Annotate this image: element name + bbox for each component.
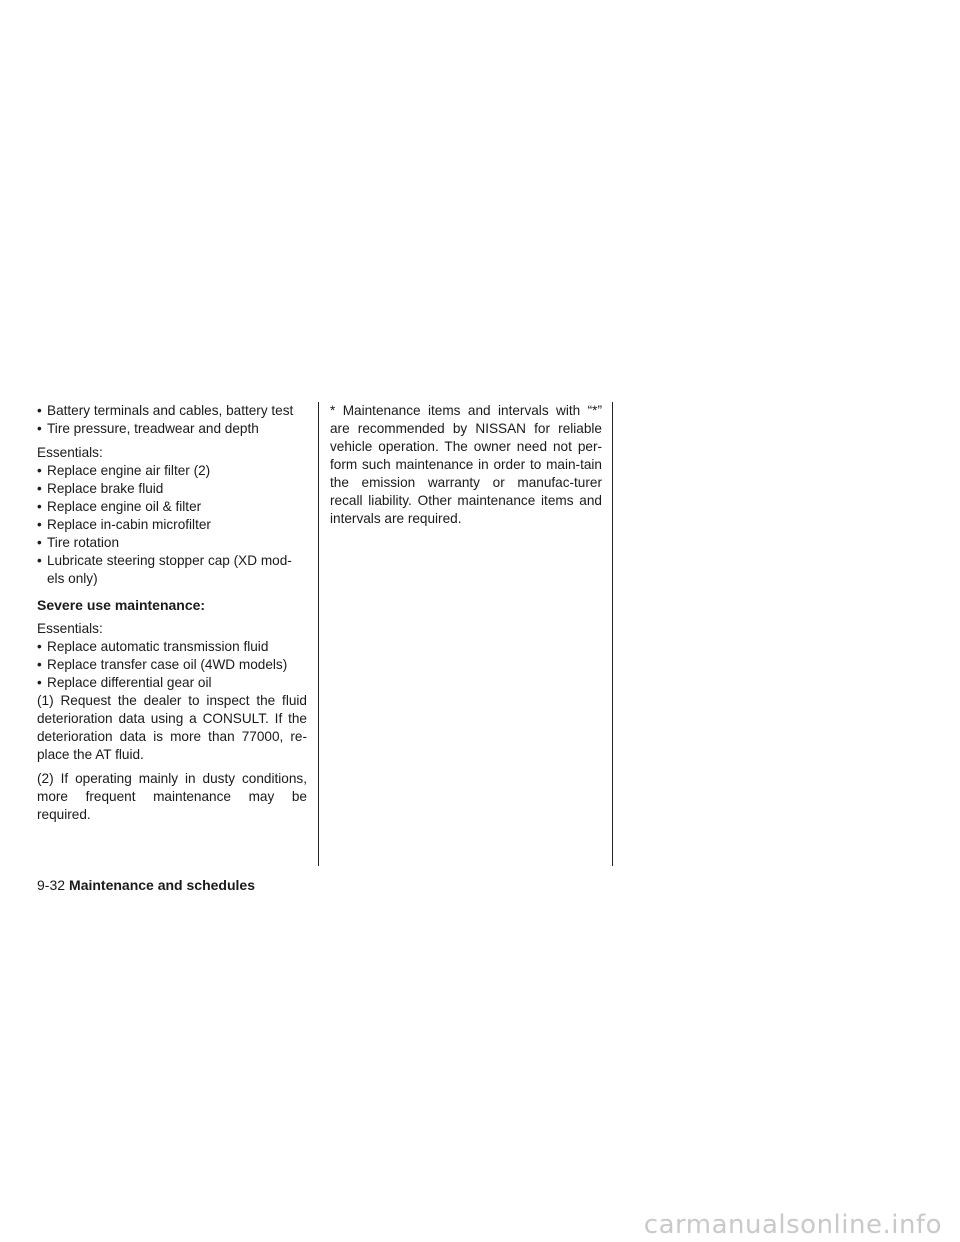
column-divider-left: [318, 402, 319, 866]
footnote-2: (2) If operating mainly in dusty conditions, more frequent maintenance may be required.: [37, 771, 307, 822]
list-item: • Replace engine air filter (2): [37, 462, 307, 480]
list-item: • Lubricate steering stopper cap (XD mod-els only): [37, 552, 307, 588]
essentials-label: Essentials:: [37, 445, 103, 460]
section-title: Maintenance and schedules: [69, 877, 255, 893]
watermark: carmanualsonline.info: [643, 1210, 942, 1240]
list-item: • Tire rotation: [37, 534, 307, 552]
list-item: • Replace differential gear oil: [37, 674, 307, 692]
list-item: • Replace in-cabin microfilter: [37, 516, 307, 534]
essentials-label: Essentials:: [37, 621, 103, 636]
footnote-1: (1) Request the dealer to inspect the fluid deterioration data using a CONSULT. If the deterioration data is more than 77000, re-place the AT fluid.: [37, 693, 307, 762]
list-item: • Replace engine oil & filter: [37, 498, 307, 516]
list-item: • Replace brake fluid: [37, 480, 307, 498]
right-column: [330, 402, 602, 528]
asterisk-note: * Maintenance items and intervals with “*” are recommended by NISSAN for reliable vehicle operation. The owner need not per-form such maintenance in order to main-tain the emission warranty or manufac-turer recall liability. Other maintenance items and intervals are required.: [330, 403, 602, 526]
inspection-list: [37, 402, 307, 438]
list-item: • Replace transfer case oil (4WD models): [37, 656, 307, 674]
severe-use-heading: Severe use maintenance:: [37, 597, 206, 613]
essentials-list: [37, 462, 307, 588]
severe-essentials-list: [37, 638, 307, 692]
column-divider-right: [612, 402, 613, 866]
list-item: • Tire pressure, treadwear and depth: [37, 420, 307, 438]
page-number: 9-32: [37, 877, 66, 893]
list-item: • Replace automatic transmission fluid: [37, 638, 307, 656]
list-item: • Battery terminals and cables, battery test: [37, 402, 307, 420]
left-column: [37, 402, 307, 824]
page-footer: [37, 876, 255, 894]
